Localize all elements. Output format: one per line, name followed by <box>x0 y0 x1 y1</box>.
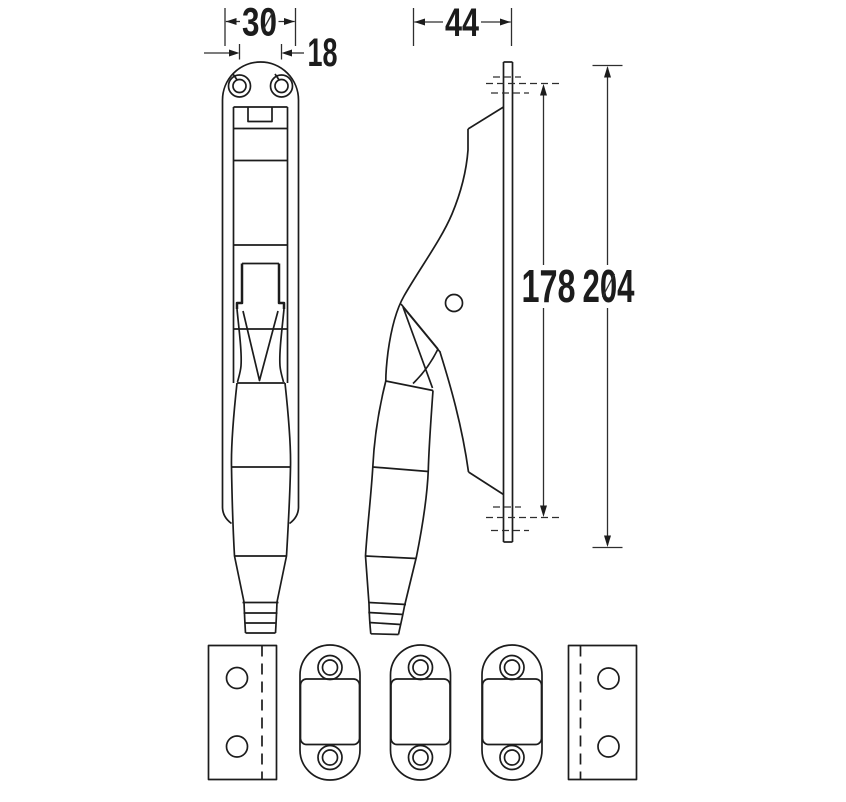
keeper-1-hole-bottom-outer <box>318 746 342 770</box>
hardware-row <box>209 645 637 780</box>
keeper-3-hole-bottom-outer <box>500 746 524 770</box>
side-grip-groove-2 <box>368 613 403 615</box>
keeper-2-hole-bottom-outer <box>409 746 433 770</box>
side-neck-line-3 <box>403 307 433 388</box>
front-slot-left <box>237 264 242 310</box>
dimension-30 <box>225 1 296 47</box>
keeper-1-hole-top-outer <box>318 656 342 680</box>
front-grip-left <box>231 383 245 633</box>
side-grip-seam-2 <box>366 556 417 559</box>
keeper-2-hole-top-outer <box>409 656 433 680</box>
front-bolt-curve-right <box>280 309 284 382</box>
dimension-44 <box>414 1 512 46</box>
side-pivot-hole <box>446 295 463 312</box>
front-screw-hole-right-outer <box>271 75 293 97</box>
front-screw-hole-right-inner <box>275 80 288 93</box>
dim-204-label: 204 <box>582 260 635 312</box>
dim-18-arrow-left <box>229 50 240 57</box>
front-screw-hole-left-outer <box>229 75 251 97</box>
dim-18-arrow-right <box>282 50 293 57</box>
dimension-178 <box>486 84 576 518</box>
dim-44-label: 44 <box>445 1 480 45</box>
side-housing-bottom-edge <box>469 472 504 495</box>
dimension-204 <box>583 66 635 548</box>
angle-plate-right-hole-bottom <box>598 736 619 757</box>
side-neck-line-2 <box>406 310 441 353</box>
side-neck-curve <box>413 349 438 384</box>
angle-plate-left-outline <box>209 646 277 780</box>
angle-plate-left-hole-top <box>227 668 248 689</box>
dim-44-arrow-left <box>414 19 425 26</box>
dim-30-arrow-right <box>284 18 295 25</box>
keeper-2-body <box>391 679 450 745</box>
dim-178-label: 178 <box>521 260 576 312</box>
front-view <box>223 62 299 633</box>
front-outer-left-edge <box>223 100 232 524</box>
side-grip-seam-1 <box>373 467 429 472</box>
angle-plate-right <box>569 646 637 780</box>
keeper-3-hole-bottom-inner <box>505 750 520 765</box>
side-housing-rear-curve <box>440 352 469 472</box>
dim-18-label: 18 <box>307 31 338 75</box>
side-housing-front-curve <box>386 129 468 381</box>
front-top-notch <box>248 107 272 122</box>
side-grip-bottom <box>371 634 399 635</box>
front-slot-right <box>279 264 284 310</box>
front-bolt-vee <box>243 311 278 381</box>
angle-plate-right-hole-top <box>598 668 619 689</box>
front-bolt-curve-left <box>237 309 241 382</box>
front-screw-hole-left-inner <box>233 80 246 93</box>
dim-178-arrow-up <box>540 84 547 96</box>
keeper-1-hole-top-inner <box>323 660 338 675</box>
keeper-3-body <box>483 679 542 745</box>
front-grip-right <box>276 383 291 633</box>
keeper-1 <box>300 645 360 780</box>
dim-204-arrow-down <box>604 536 611 548</box>
keeper-2 <box>391 645 451 780</box>
keeper-1-body <box>301 679 360 745</box>
keeper-3-hole-top-inner <box>505 660 520 675</box>
dim-30-label: 30 <box>242 0 277 45</box>
angle-plate-left <box>209 646 277 780</box>
angle-plate-right-outline <box>569 646 637 780</box>
dim-44-arrow-right <box>500 19 511 26</box>
keeper-3-outline <box>482 645 542 780</box>
keeper-2-hole-bottom-inner <box>413 750 428 765</box>
keeper-1-hole-bottom-inner <box>323 750 338 765</box>
side-grip-groove-3 <box>369 623 401 625</box>
side-grip-groove-1 <box>369 603 406 605</box>
side-housing-top-edge <box>468 107 504 129</box>
keeper-1-outline <box>300 645 360 780</box>
front-dome-arc <box>223 62 299 100</box>
keeper-2-outline <box>391 645 451 780</box>
dim-178-arrow-down <box>540 506 547 518</box>
keeper-3 <box>482 645 542 780</box>
side-grip-left <box>366 381 386 634</box>
side-grip-right <box>399 391 434 635</box>
side-grip-top <box>386 381 433 391</box>
keeper-3-hole-top-outer <box>500 656 524 680</box>
angle-plate-left-hole-bottom <box>227 736 248 757</box>
keeper-2-hole-top-inner <box>413 660 428 675</box>
dim-30-arrow-left <box>226 18 237 25</box>
dim-204-arrow-up <box>604 66 611 78</box>
side-view <box>366 62 530 635</box>
